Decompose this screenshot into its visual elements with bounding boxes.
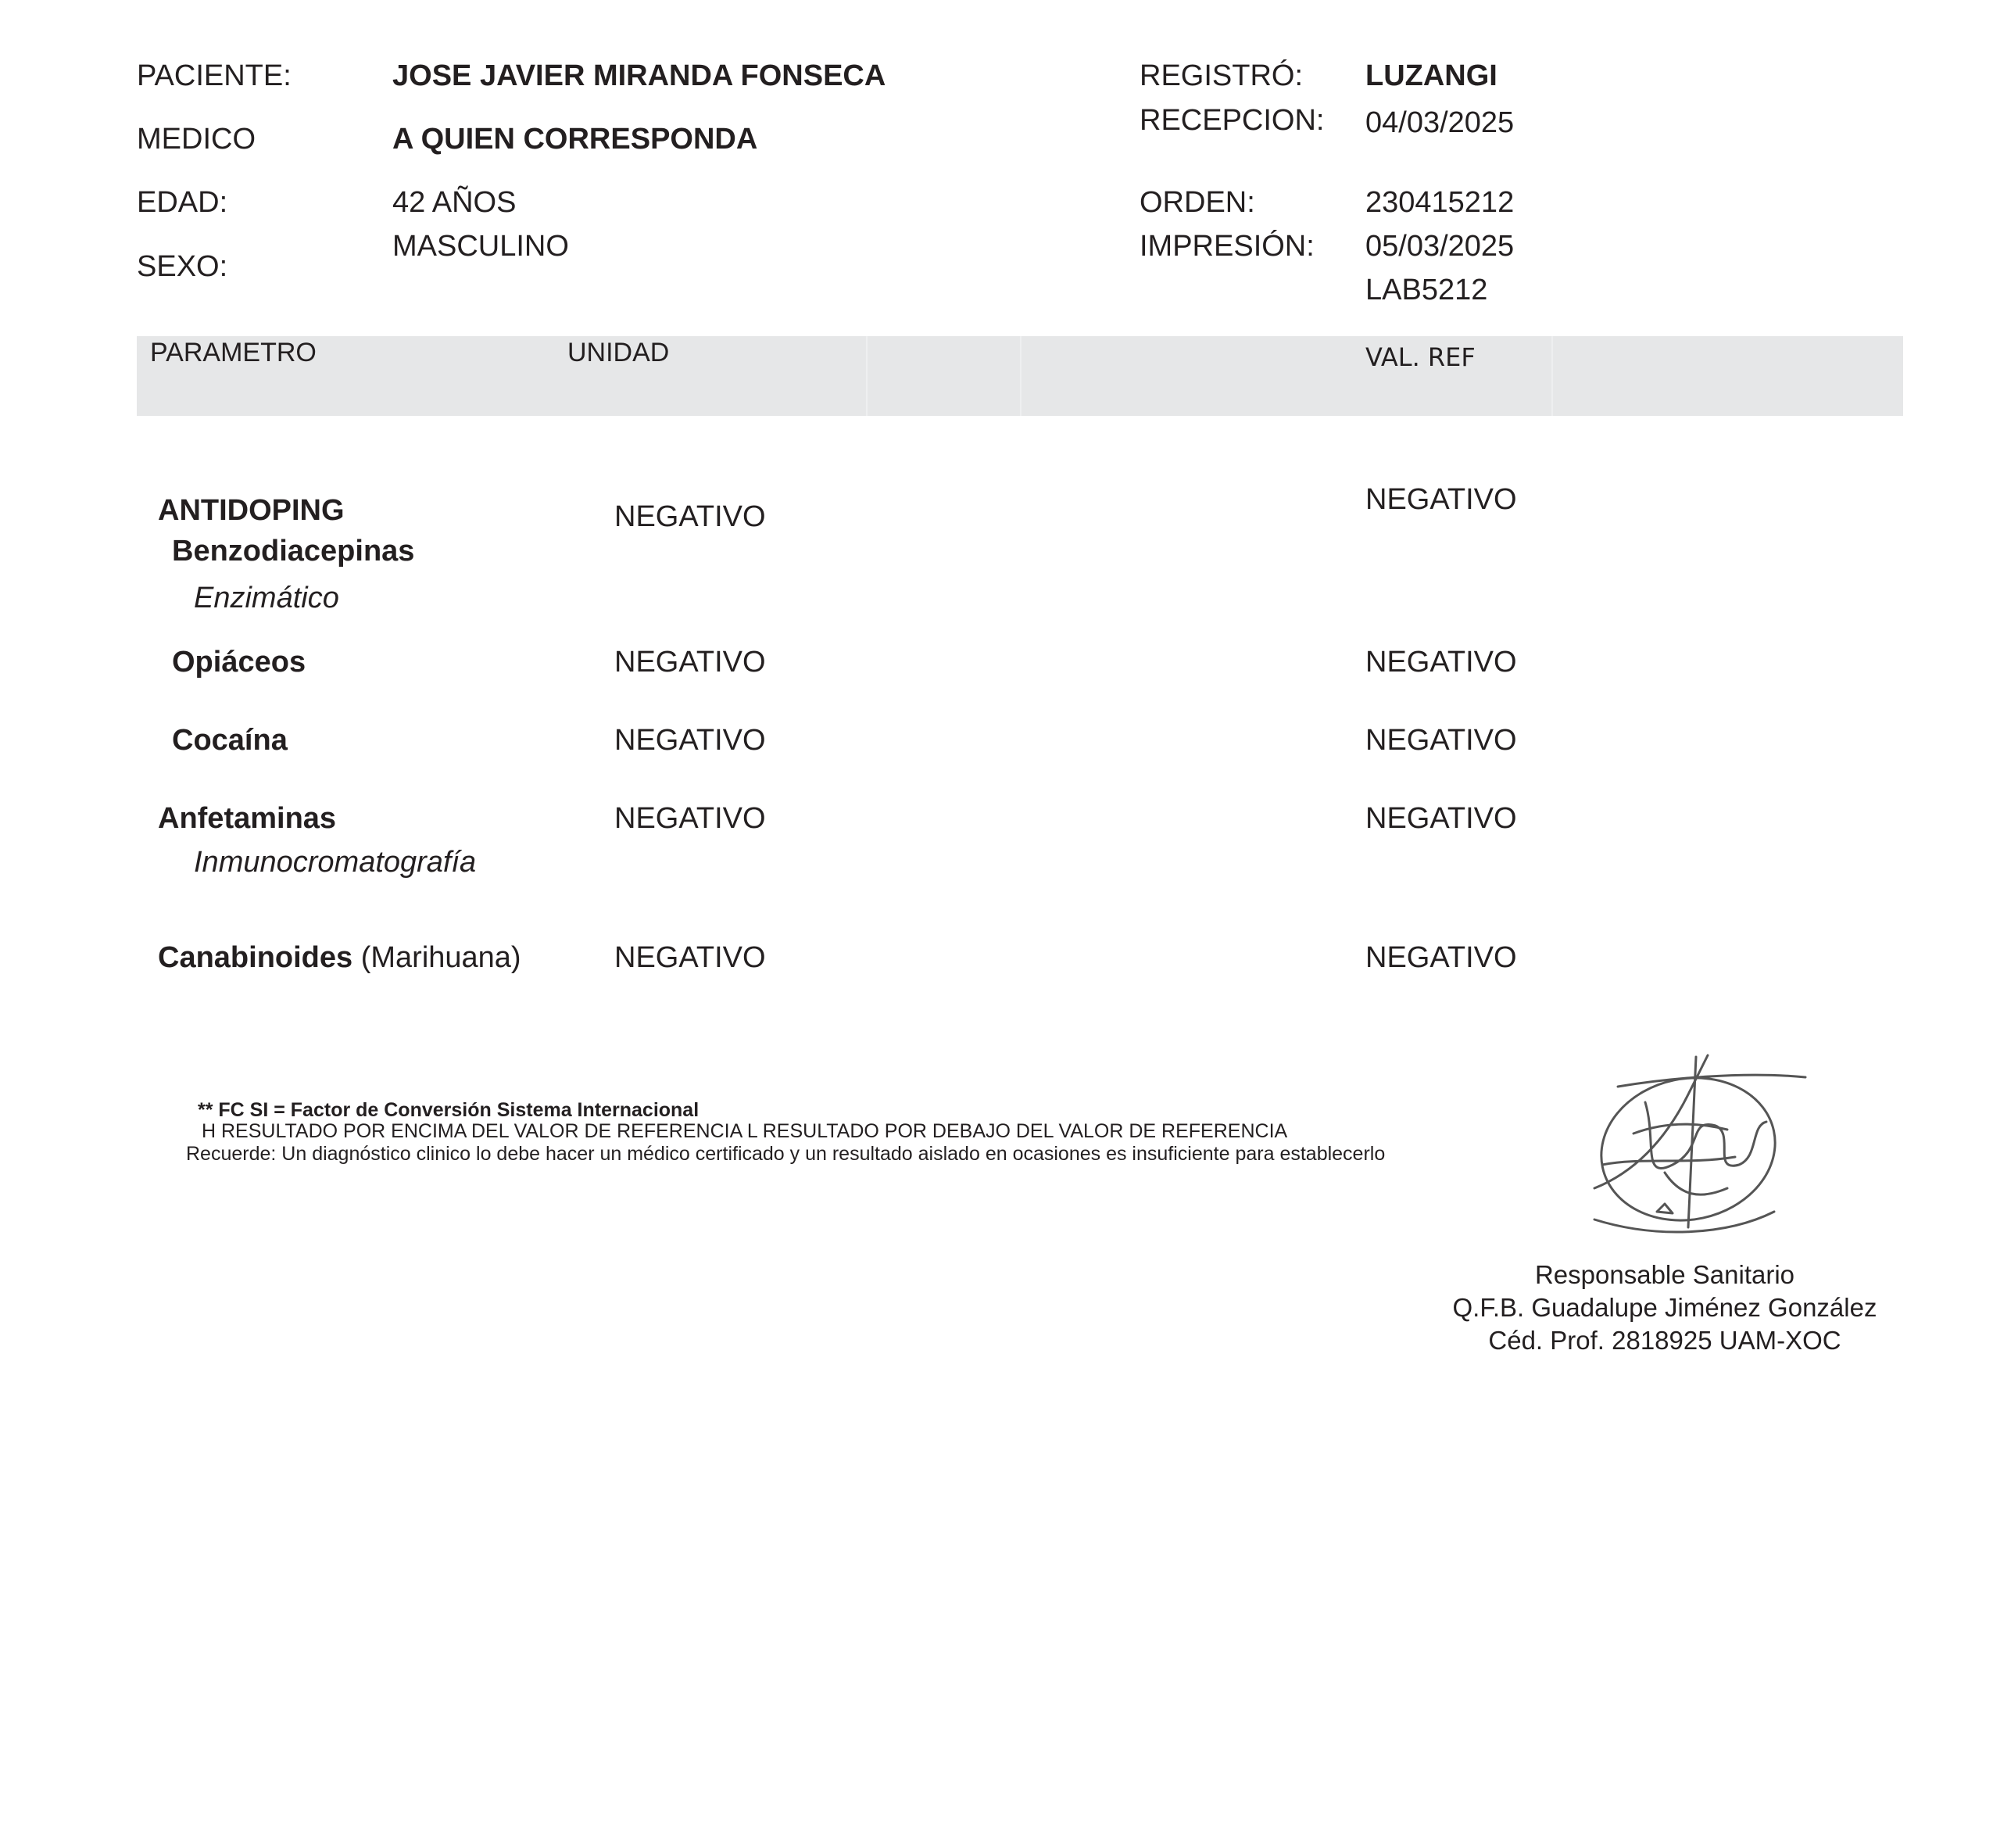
table-row-reference: NEGATIVO [1365,802,1517,835]
note-fc: ** FC SI = Factor de Conversión Sistema Internacional [198,1099,700,1121]
section-title: ANTIDOPING [158,494,345,527]
order-label: ORDEN: [1140,186,1255,219]
registered-by-value: LUZANGI [1365,59,1497,92]
column-val-ref: VAL. REF [1365,342,1476,372]
table-row-name: Opiáceos [172,646,306,679]
table-row-name: Benzodiacepinas [172,535,415,568]
table-row-result: NEGATIVO [614,802,766,835]
signature-name: Q.F.B. Guadalupe Jiménez González [1452,1293,1877,1322]
signature-role: Responsable Sanitario [1534,1260,1795,1289]
table-row-reference: NEGATIVO [1365,646,1517,679]
table-row-method: Enzimático [194,582,339,614]
sex-label: SEXO: [137,250,228,283]
sex-value: MASCULINO [392,230,569,263]
print-date: 05/03/2025 [1365,230,1515,263]
doctor-name: A QUIEN CORRESPONDA [392,123,758,156]
order-number: 230415212 [1365,186,1515,219]
print-label: IMPRESIÓN: [1140,230,1315,263]
table-row-reference: NEGATIVO [1365,724,1517,757]
note-high-low: H RESULTADO POR ENCIMA DEL VALOR DE REFERENCIA L RESULTADO POR DEBAJO DEL VALOR DE REFERENCIA [202,1120,1288,1142]
age-label: EDAD: [137,186,228,219]
reception-label: RECEPCION: [1140,104,1325,137]
table-row-name [158,941,521,975]
note-disclaimer: Recuerde: Un diagnóstico clinico lo debe hacer un médico certificado y un resultado aislado en ocasiones es insuficiente para establecerlo [186,1143,1386,1165]
table-row-name-main: Canabinoides [158,941,353,974]
table-row-result: NEGATIVO [614,646,766,679]
table-row-result: NEGATIVO [614,941,766,974]
reception-date: 04/03/2025 [1365,106,1515,139]
signature-license: Céd. Prof. 2818925 UAM-XOC [1488,1326,1841,1355]
table-row-name: Cocaína [172,724,288,757]
patient-label: PACIENTE: [137,59,292,92]
table-row-result: NEGATIVO [614,724,766,757]
age-value: 42 AÑOS [392,186,517,219]
header-divider [1020,336,1022,416]
patient-name: JOSE JAVIER MIRANDA FONSECA [392,59,886,92]
table-row-name: Anfetaminas [158,802,337,835]
table-row-method: Inmunocromatografía [194,846,477,879]
column-parametro: PARAMETRO [150,338,317,367]
doctor-label: MEDICO [137,123,256,156]
table-row-reference: NEGATIVO [1365,483,1517,516]
table-row-name-suffix: (Marihuana) [360,941,521,974]
table-row-reference: NEGATIVO [1365,941,1517,974]
column-unidad: UNIDAD [567,338,670,367]
table-row-result: NEGATIVO [614,500,766,533]
signature-image [1571,1048,1821,1243]
lab-code: LAB5212 [1365,274,1488,306]
registered-by-label: REGISTRÓ: [1140,59,1304,92]
header-divider [866,336,868,416]
table-header [137,336,1903,416]
header-divider [1551,336,1553,416]
